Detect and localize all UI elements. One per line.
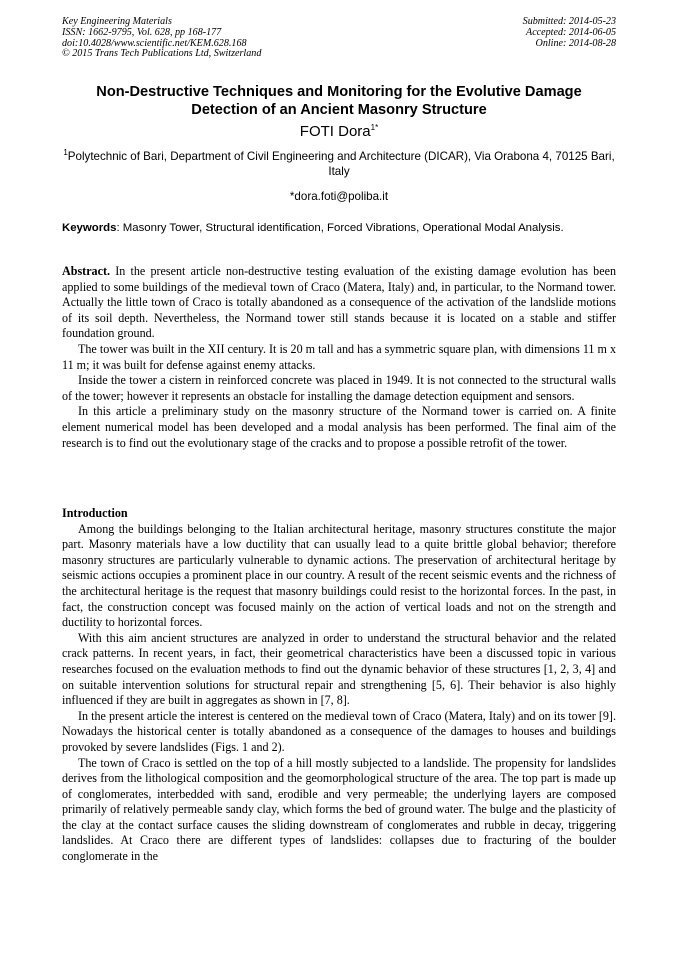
affiliation-text: Polytechnic of Bari, Department of Civil Engineering and Architecture (DICAR), Via Orabona 4, 70125 Bari, Italy bbox=[67, 150, 615, 179]
publication-dates bbox=[523, 17, 616, 49]
abstract-label: Abstract. bbox=[62, 264, 111, 278]
abstract-paragraph: The tower was built in the XII century. It is 20 m tall and has a symmetric square plan, with dimensions 11 m x 11 m; it was built for defense against enemy attacks. bbox=[62, 341, 616, 372]
author-line bbox=[62, 123, 616, 141]
doi-line: doi:10.4028/www.scientific.net/KEM.628.168 bbox=[62, 37, 247, 49]
journal-name: Key Engineering Materials bbox=[62, 16, 172, 27]
body-paragraph: With this aim ancient structures are analyzed in order to understand the structural behavior and the related crack patterns. In recent years, in fact, their geometrical characteristics have been a discussed topic in various researches focused on the evaluation methods to find out the dynamic behavior of these structures [1, 2, 3, 4] and on suitable intervention solutions for structural repair and strengthening [5, 6]. Their behavior is also highly influenced if they are built in aggregates as shown in [7, 8]. bbox=[62, 630, 616, 708]
keywords-text: : Masonry Tower, Structural identification, Forced Vibrations, Operational Modal Analysis. bbox=[116, 222, 564, 234]
introduction-heading: Introduction bbox=[62, 506, 128, 520]
affiliation-sup: 1 bbox=[63, 148, 68, 158]
accepted-date: Accepted: 2014-06-05 bbox=[526, 26, 616, 38]
body-paragraph: Among the buildings belonging to the Italian architectural heritage, masonry structures constitute the major part. Masonry materials have a low ductility that can usually lead to a quite brittle global behavior; therefore masonry structures are particularly vulnerable to dynamic actions. The preservation of architectural heritage by seismic actions occupies a prominent place in our country. A result of the recent seismic events and the richness of the architectural heritage is the request that masonry buildings could resist to the horizontal forces. In the past, in fact, the construction concept was focused mainly on the action of vertical loads and not on the strength and ductility to horizontal forces. bbox=[62, 521, 616, 630]
submitted-date: Submitted: 2014-05-23 bbox=[522, 16, 616, 27]
body-paragraph: In the present article the interest is centered on the medieval town of Craco (Matera, Italy) and on its tower [9]. Nowadays the historical center is totally abandoned as a consequence of the damages to houses and buildings provoked by severe landslides (Figs. 1 and 2). bbox=[62, 708, 616, 754]
abstract-paragraph: In this article a preliminary study on the masonry structure of the Normand tower is carried on. A finite element numerical model has been developed and a modal analysis has been performed. The final aim of the research is to find out the evolutionary stage of the cracks and to propose a possible retrofit of the tower. bbox=[62, 404, 616, 450]
author-name: FOTI Dora bbox=[299, 123, 371, 140]
affiliation bbox=[62, 149, 616, 179]
abstract-paragraph: Inside the tower a cistern in reinforced concrete was placed in 1949. It is not connected to the structural walls of the tower; however it represents an obstacle for installing the damage detection equipment and sensors. bbox=[62, 373, 616, 403]
body-paragraph: The town of Craco is settled on the top of a hill mostly subjected to a landslide. The propensity for landslides derives from the lithological composition and the geomorphological structure of the area. The top part is made up of conglomerates, interbedded with sand, erodible and very permeable; the underlying layers are composed primarily of relatively permeable sandy clay, which forms the bed of ground water. The bulge and the plasticity of the clay at the contact surface causes the sliding downstream of conglomerates and rubble in decay, triggering landslides. At Craco there are different types of landslides: collapses due to fracturing of the boulder conglomerate in the bbox=[62, 755, 616, 864]
author-email[interactable]: *dora.foti@poliba.it bbox=[289, 190, 389, 204]
copyright-line: © 2015 Trans Tech Publications Ltd, Switzerland bbox=[62, 48, 262, 60]
author-sup: 1* bbox=[370, 123, 379, 132]
introduction-section bbox=[62, 506, 616, 865]
abstract-paragraph: Abstract. In the present article non-destructive testing evaluation of the existing damage evolution has been applied to some buildings of the medieval town of Craco (Matera, Italy) and, in particular, to the Normand tower. Actually the little town of Craco is totally abandoned as a consequence of the activation of the landslide motions of its soil depth. Nevertheless, the Normand tower still stands because it is located on a stable and stiffer foundation ground. bbox=[62, 264, 616, 341]
title-block bbox=[62, 83, 616, 204]
journal-info bbox=[62, 17, 261, 60]
online-date: Online: 2014-08-28 bbox=[535, 37, 616, 49]
paper-title: Non-Destructive Techniques and Monitoring for the Evolutive Damage Detection of an Ancient Masonry Structure bbox=[96, 84, 582, 118]
keywords-label: Keywords bbox=[62, 222, 117, 234]
keywords bbox=[62, 221, 616, 235]
abstract-section bbox=[62, 264, 616, 451]
issn-line: ISSN: 1662-9795, Vol. 628, pp 168-177 bbox=[62, 26, 222, 38]
